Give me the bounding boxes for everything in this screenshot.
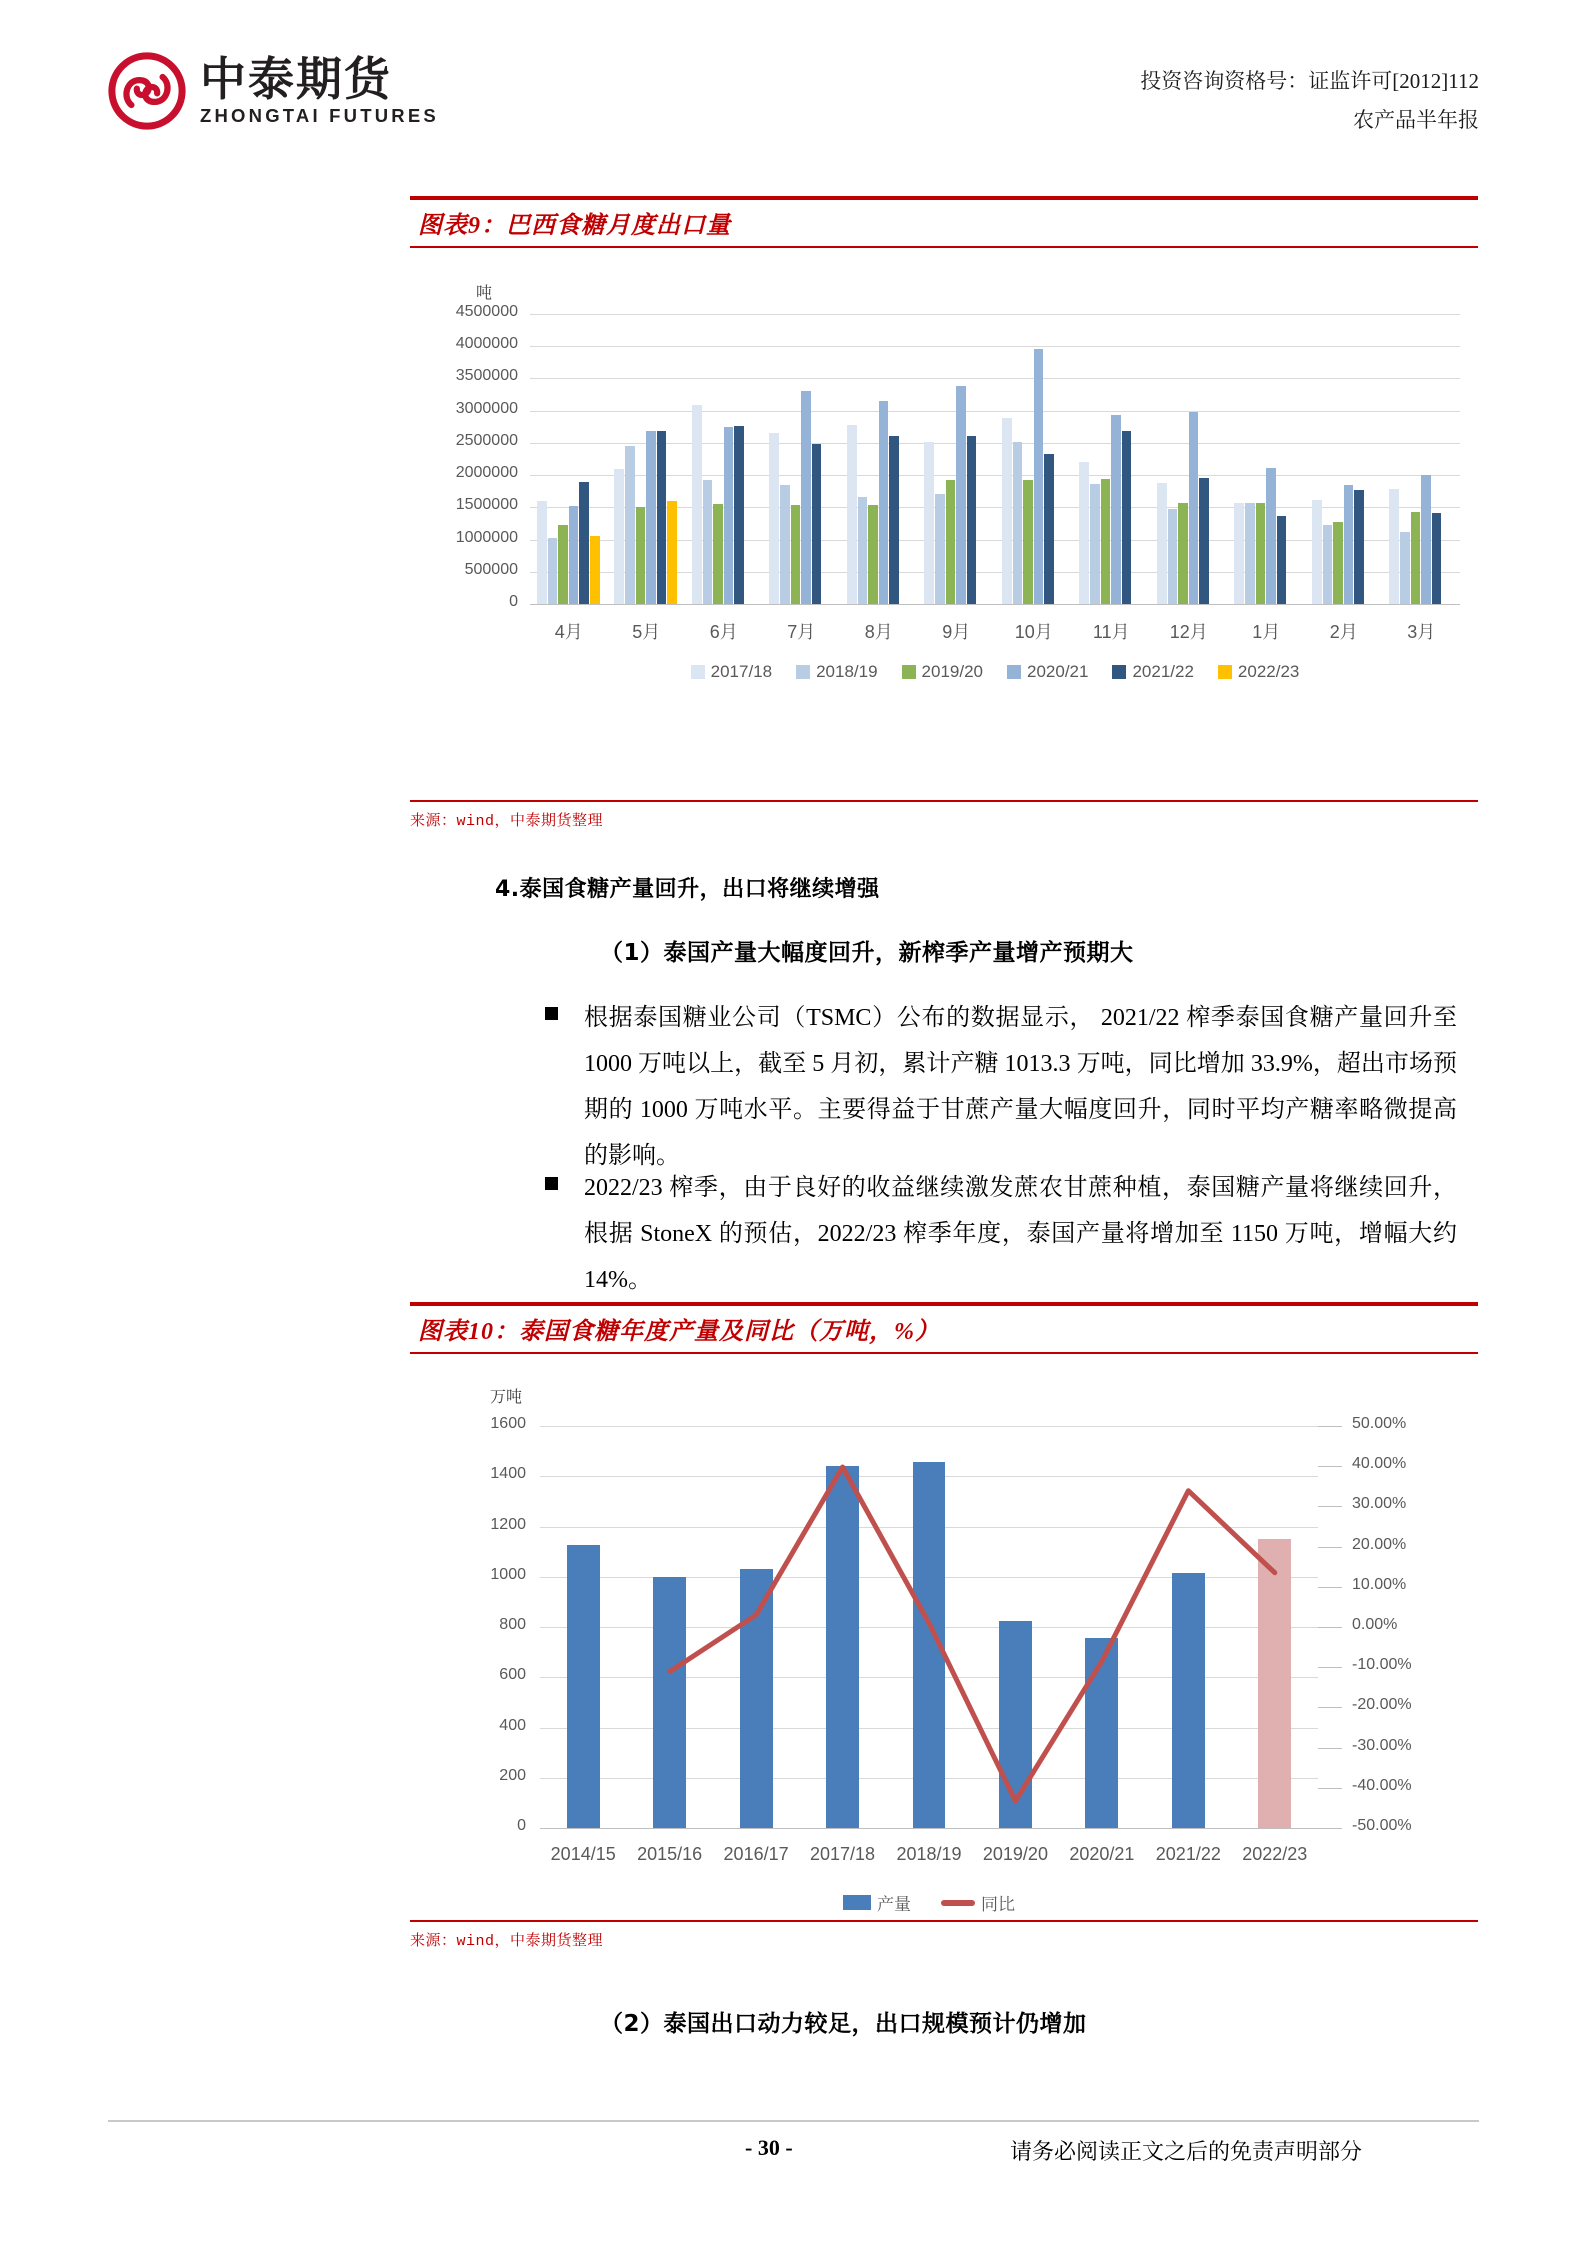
legend-item xyxy=(796,662,877,682)
logo-text-cn: 中泰期货 xyxy=(200,51,392,106)
bar xyxy=(1034,349,1044,604)
legend-swatch xyxy=(1112,665,1126,679)
y-axis-tick: 3000000 xyxy=(455,399,518,417)
y-axis-right-tick: 50.00% xyxy=(1352,1415,1407,1432)
legend-item xyxy=(843,1890,911,1915)
yoy-line-series xyxy=(410,1380,1478,1940)
bar xyxy=(713,504,723,604)
figure10-title: 图表10：泰国食糖年度产量及同比（万吨，%） xyxy=(410,1302,1478,1354)
x-axis-tick: 2018/19 xyxy=(896,1844,962,1864)
bar xyxy=(590,536,600,604)
y-axis-left-tick: 400 xyxy=(499,1716,526,1734)
y-axis-right-tick: -50.00% xyxy=(1352,1817,1412,1834)
x-axis-tick: 9月 xyxy=(942,622,971,642)
page-header xyxy=(0,0,1587,185)
bullet-item xyxy=(545,1165,1457,1303)
bar xyxy=(858,497,868,604)
legend-item xyxy=(1007,662,1088,682)
bar xyxy=(1256,503,1266,604)
legend-line-swatch xyxy=(941,1900,975,1906)
bar xyxy=(1168,509,1178,604)
legend-label: 2018/19 xyxy=(816,662,878,681)
x-axis-tick: 2017/18 xyxy=(810,1844,876,1864)
bar xyxy=(769,433,779,604)
figure9-chart xyxy=(410,280,1478,700)
bar xyxy=(1122,431,1132,604)
bar xyxy=(1178,503,1188,604)
bar xyxy=(889,436,899,604)
x-axis-tick: 3月 xyxy=(1407,622,1436,642)
figure9-source: 来源：wind，中泰期货整理 xyxy=(410,800,1478,830)
bar xyxy=(1432,513,1442,604)
x-axis-tick: 2015/16 xyxy=(637,1844,703,1864)
figure10-chart xyxy=(410,1380,1478,1940)
legend-item xyxy=(691,662,772,682)
bar xyxy=(1101,479,1111,604)
section-subheading: （1）泰国产量大幅度回升，新榨季产量增产预期大 xyxy=(600,940,1134,966)
bar xyxy=(812,444,822,604)
bar xyxy=(558,525,568,604)
bar xyxy=(1090,484,1100,604)
bar xyxy=(967,436,977,604)
x-axis-tick: 11月 xyxy=(1092,622,1130,642)
x-axis-tick: 5月 xyxy=(632,622,661,642)
x-axis-line xyxy=(530,604,1460,605)
legend-swatch xyxy=(843,1895,871,1910)
logo-mark-icon xyxy=(108,52,186,130)
legend-swatch xyxy=(691,665,705,679)
bar xyxy=(724,427,734,604)
legend-item xyxy=(1112,662,1193,682)
y-axis-left-tick: 600 xyxy=(499,1666,526,1684)
bar xyxy=(780,485,790,604)
bullet-square-icon xyxy=(545,1177,558,1190)
y-axis-right-tick: -40.00% xyxy=(1352,1776,1412,1794)
x-axis-tick: 2021/22 xyxy=(1155,1844,1221,1864)
y-axis-right-tick: -20.00% xyxy=(1352,1696,1412,1714)
bar xyxy=(1199,478,1209,604)
y-axis-tick: 2000000 xyxy=(455,464,518,482)
bar xyxy=(1111,415,1121,604)
bar xyxy=(636,507,646,604)
y-axis-left-tick: 1400 xyxy=(490,1465,526,1483)
y-axis-tick: 2500000 xyxy=(455,431,518,449)
bar xyxy=(956,386,966,604)
legend-item xyxy=(941,1890,1015,1915)
bar xyxy=(1079,462,1089,604)
x-axis-tick: 4月 xyxy=(554,622,583,642)
bar xyxy=(1333,522,1343,604)
legend-item xyxy=(1218,662,1299,682)
legend-label: 2019/20 xyxy=(921,662,983,681)
y-axis-left-tick: 1600 xyxy=(490,1415,526,1432)
gridline xyxy=(530,443,1460,444)
bar xyxy=(1023,480,1033,604)
gridline xyxy=(530,378,1460,379)
gridline xyxy=(530,475,1460,476)
x-axis-tick: 6月 xyxy=(709,622,738,642)
header-meta xyxy=(1140,62,1479,140)
report-type: 农产品半年报 xyxy=(1353,107,1479,132)
bar xyxy=(625,446,635,604)
bar xyxy=(692,405,702,604)
x-axis-tick: 2014/15 xyxy=(550,1844,616,1864)
bar xyxy=(657,431,667,604)
bar xyxy=(1245,503,1255,604)
section-subheading-2: （2）泰国出口动力较足，出口规模预计仍增加 xyxy=(600,2011,1087,2037)
bar xyxy=(801,391,811,604)
bullet-item xyxy=(545,995,1457,1179)
bar xyxy=(879,401,889,604)
bar xyxy=(1189,412,1199,604)
x-axis-tick: 2019/20 xyxy=(982,1844,1048,1864)
y-axis-tick: 500000 xyxy=(464,560,518,578)
x-axis-tick: 12月 xyxy=(1169,622,1208,642)
y-axis-tick: 1500000 xyxy=(455,496,518,514)
footer-divider xyxy=(108,2120,1479,2122)
x-axis-tick: 1月 xyxy=(1252,622,1281,642)
bar xyxy=(1323,525,1333,604)
bullet-text: 2022/23 榨季，由于良好的收益继续激发蔗农甘蔗种植，泰国糖产量将继续回升，根据 StoneX 的预估，2022/23 榨季年度，泰国产量将增加至 1150 万吨，增幅大约 14%。 xyxy=(584,1175,1457,1294)
legend-label: 2020/21 xyxy=(1027,662,1089,681)
bar xyxy=(569,506,579,604)
bar xyxy=(614,469,624,604)
gridline xyxy=(530,411,1460,412)
bar xyxy=(667,501,677,604)
y-axis-left-tick: 200 xyxy=(499,1766,526,1784)
x-axis-tick: 2020/21 xyxy=(1069,1844,1135,1864)
y-axis-tick: 3500000 xyxy=(455,367,518,385)
bar xyxy=(1400,532,1410,604)
bar xyxy=(1157,483,1167,604)
legend-label: 2022/23 xyxy=(1237,662,1300,681)
company-logo xyxy=(108,52,439,130)
x-axis-tick: 8月 xyxy=(864,622,893,642)
legend-label: 2017/18 xyxy=(710,662,773,681)
bar xyxy=(646,431,656,604)
legend-swatch xyxy=(796,665,810,679)
y-axis-right-tick: 40.00% xyxy=(1352,1455,1407,1473)
y-axis-right-tick: 0.00% xyxy=(1352,1616,1398,1633)
y-axis-tick: 0 xyxy=(509,593,518,610)
bar xyxy=(946,480,956,604)
y-axis-left-tick: 1200 xyxy=(490,1515,526,1533)
bar xyxy=(1002,418,1012,604)
x-axis-tick: 10月 xyxy=(1014,622,1053,642)
y-axis-right-tick: -30.00% xyxy=(1352,1736,1412,1754)
y-axis-tick: 4000000 xyxy=(455,335,518,353)
chart10-legend xyxy=(540,1890,1318,1915)
bullet-text: 根据泰国糖业公司（TSMC）公布的数据显示， 2021/22 榨季泰国食糖产量回升至 1000 万吨以上，截至 5 月初，累计产糖 1013.3 万吨，同比增加 33.9%，超出市场预期的 1000 万吨水平。主要得益于甘蔗产量大幅度回升，同时平均产糖率略微提高的影响。 xyxy=(584,1005,1457,1170)
y-axis-left-tick: 1000 xyxy=(490,1565,526,1583)
bar xyxy=(537,501,547,604)
legend-swatch xyxy=(1007,665,1021,679)
y-axis-right-tick: 20.00% xyxy=(1352,1535,1407,1553)
bar xyxy=(868,505,878,604)
bar xyxy=(1234,503,1244,604)
gridline xyxy=(530,346,1460,347)
bar xyxy=(1044,454,1054,604)
bar xyxy=(1354,490,1364,604)
bar xyxy=(791,505,801,604)
y-axis-right-tick: 10.00% xyxy=(1352,1575,1407,1593)
figure10-source: 来源：wind，中泰期货整理 xyxy=(410,1920,1478,1950)
y-axis-tick: 1000000 xyxy=(455,528,518,546)
legend-label: 产量 xyxy=(877,1895,911,1915)
bar xyxy=(1266,468,1276,604)
x-axis-tick: 2022/23 xyxy=(1242,1844,1308,1864)
footer-disclaimer: 请务必阅读正文之后的免责声明部分 xyxy=(1010,2139,1363,2164)
y-axis-left-tick: 0 xyxy=(517,1817,526,1834)
bar xyxy=(703,480,713,604)
x-axis-tick: 2016/17 xyxy=(723,1844,789,1864)
bar xyxy=(1421,475,1431,604)
legend-swatch xyxy=(1218,665,1232,679)
bar xyxy=(847,425,857,604)
y-axis-tick: 4500000 xyxy=(455,303,518,320)
y-axis-right-tick: 30.00% xyxy=(1352,1495,1407,1513)
bar xyxy=(1277,516,1287,604)
bar xyxy=(1389,489,1399,604)
bar xyxy=(1344,485,1354,604)
bar xyxy=(734,426,744,604)
section-heading: 4.泰国食糖产量回升，出口将继续增强 xyxy=(495,877,880,902)
logo-text-en: ZHONGTAI FUTURES xyxy=(200,105,439,127)
legend-item xyxy=(902,662,983,682)
bar xyxy=(1013,442,1023,604)
legend-label: 同比 xyxy=(981,1895,1015,1915)
bar xyxy=(1411,512,1421,604)
bar xyxy=(935,494,945,604)
legend-swatch xyxy=(902,665,916,679)
x-axis-tick: 2月 xyxy=(1329,622,1358,642)
bar xyxy=(548,538,558,604)
gridline xyxy=(530,314,1460,315)
chart9-unit-label: 吨 xyxy=(476,285,493,302)
y-axis-left-tick: 800 xyxy=(499,1616,526,1633)
x-axis-tick: 7月 xyxy=(787,622,816,642)
bar xyxy=(924,442,934,604)
y-axis-right-tick: -10.00% xyxy=(1352,1656,1412,1674)
legend-label: 2021/22 xyxy=(1132,662,1194,681)
figure9-title: 图表9：巴西食糖月度出口量 xyxy=(410,196,1478,248)
chart9-legend xyxy=(530,662,1460,682)
bar xyxy=(579,482,589,604)
bullet-square-icon xyxy=(545,1007,558,1020)
qualification-number: 投资咨询资格号：证监许可[2012]112 xyxy=(1140,69,1479,93)
bar xyxy=(1312,500,1322,604)
chart10-unit-label: 万吨 xyxy=(490,1389,523,1406)
page-number: - 30 - xyxy=(745,2135,793,2160)
